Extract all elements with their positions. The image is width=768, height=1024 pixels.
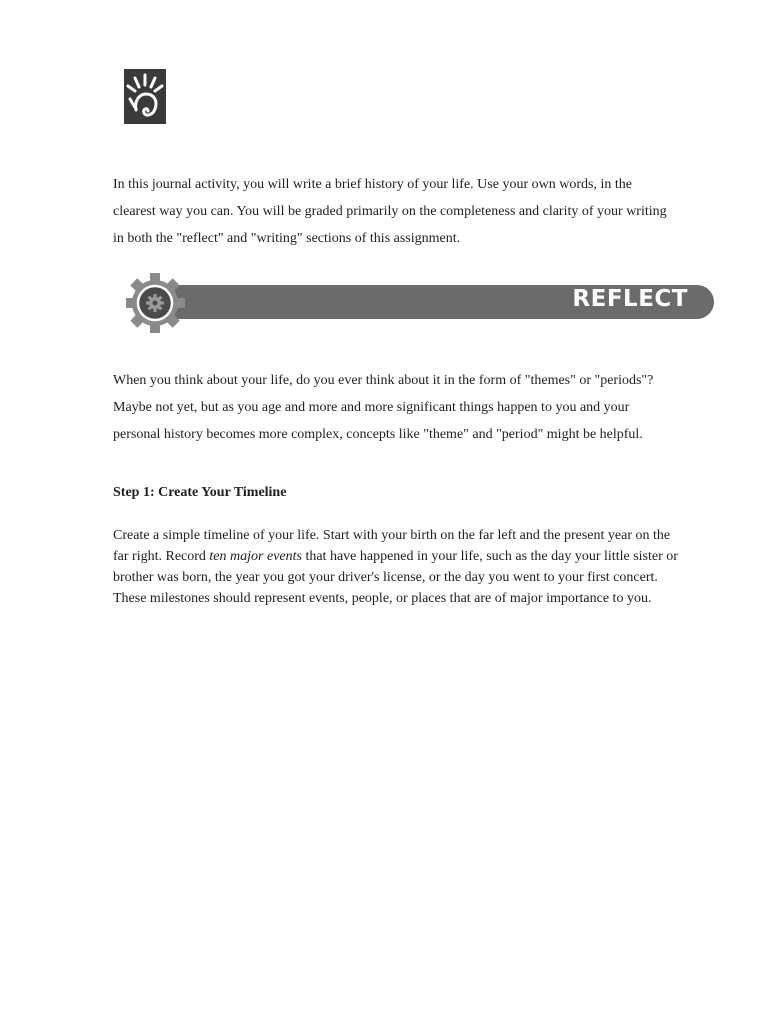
intro-paragraph: In this journal activity, you will write a brief history of your life. Use your own words, in the clearest way you can. You will be graded primarily on the completeness and clarity of your writing in both the "reflect" and "writing" sections of this assignment.: [113, 177, 667, 246]
reflect-banner-label: REFLECT: [572, 286, 688, 312]
step1-text-emphasis: ten major events: [209, 549, 302, 564]
step1-heading: Step 1: Create Your Timeline: [113, 485, 287, 500]
step1-paragraph: [113, 525, 678, 609]
reflect-banner: [126, 272, 716, 334]
step1-text-before: Create a simple timeline of your life. Start with your birth on the far left and the present year on the far right. Record: [113, 528, 671, 564]
step1-text-after: that have happened in your life, such as the day your little sister or brother was born, the year you got your driver's license, or the day you went to your first concert. These milestones should represent events, people, or places that are of major importance to you.: [113, 549, 678, 606]
journal-hand-logo-icon: [124, 69, 166, 124]
reflect-paragraph: When you think about your life, do you ever think about it in the form of "themes" or "periods"? Maybe not yet, but as you age and more and more significant things happen to you and your personal history becomes more complex, concepts like "theme" and "period" might be helpful.: [113, 373, 654, 442]
